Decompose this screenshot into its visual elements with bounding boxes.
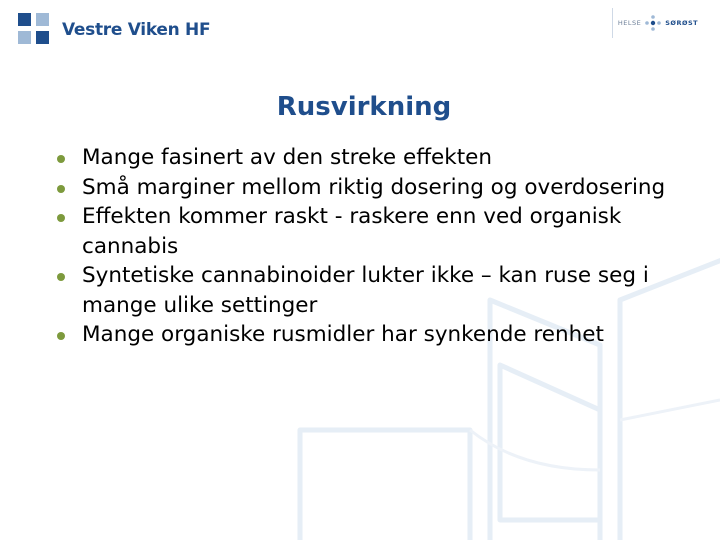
dots-cross-icon xyxy=(645,15,661,31)
bullet-list xyxy=(56,143,706,350)
bullet-dot-icon xyxy=(57,185,65,193)
logo-word-sorost: SØRØST xyxy=(665,19,699,27)
bullet-item xyxy=(56,202,706,261)
bullet-text: Små marginer mellom riktig dosering og overdosering xyxy=(82,174,666,200)
bullet-text: Mange organiske rusmidler har synkende renhet xyxy=(82,322,604,347)
bullet-dot-icon xyxy=(57,273,65,281)
bullet-text: Effekten kommer raskt - raskere enn ved organisk cannabis xyxy=(82,204,622,259)
bullet-item xyxy=(56,261,706,320)
helse-sorost-logo xyxy=(612,8,703,38)
logo-word-helse: HELSE xyxy=(617,19,642,27)
bullet-dot-icon xyxy=(57,332,65,340)
bullet-item xyxy=(56,173,706,203)
cross-icon xyxy=(18,13,52,47)
bullet-text: Mange fasinert av den streke effekten xyxy=(82,145,492,170)
vestre-viken-logo xyxy=(18,12,210,48)
bullet-item xyxy=(56,320,706,350)
bullet-dot-icon xyxy=(57,214,65,222)
bullet-text: Syntetiske cannabinoider lukter ikke – kan ruse seg i mange ulike settinger xyxy=(82,263,649,318)
logo-text: Vestre Viken HF xyxy=(62,20,211,40)
bullet-item xyxy=(56,143,706,173)
slide-title: Rusvirkning xyxy=(276,92,452,122)
bullet-dot-icon xyxy=(57,155,65,163)
